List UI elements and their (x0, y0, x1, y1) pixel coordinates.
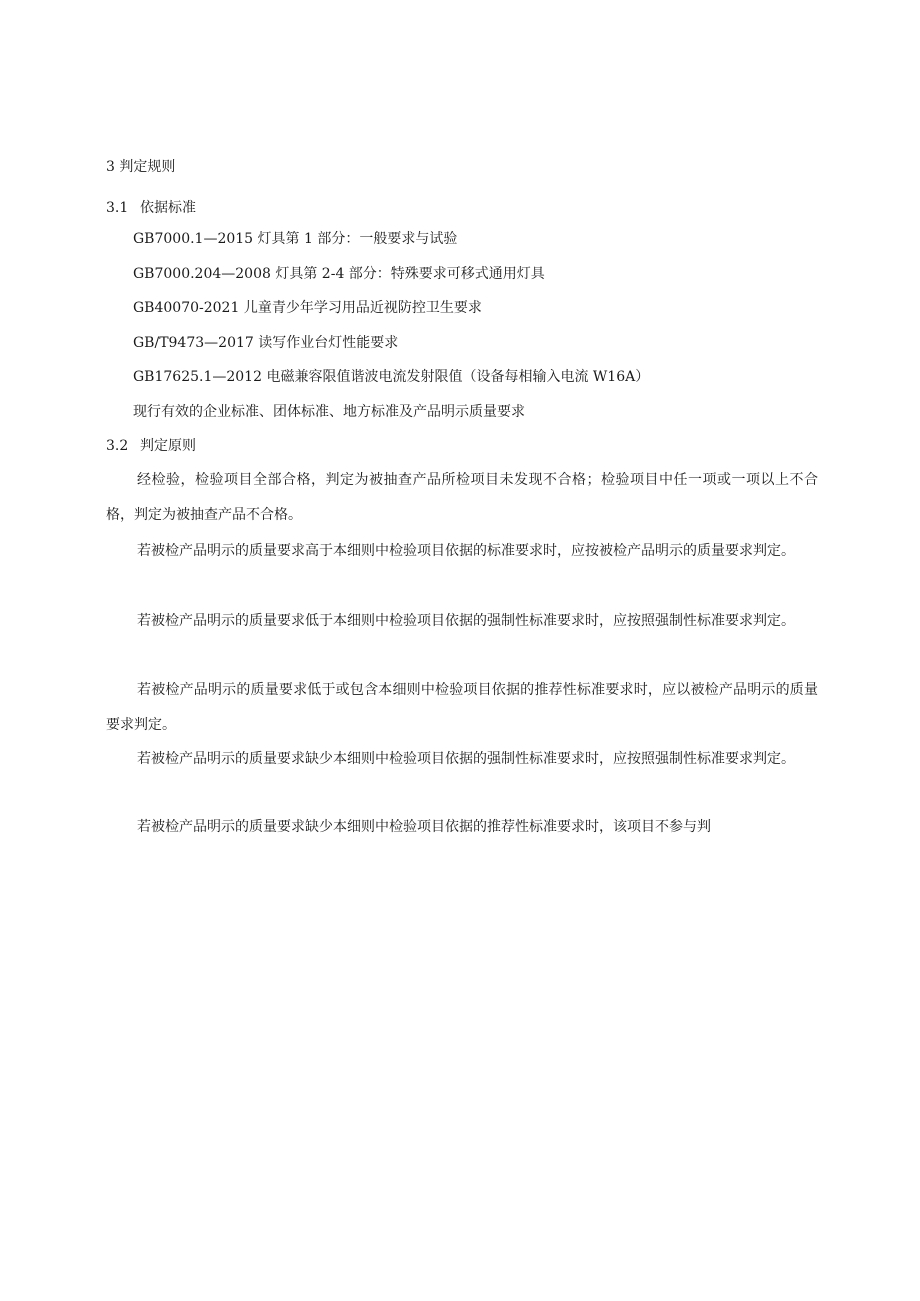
standard-item: GB7000.204—2008 灯具第 2-4 部分：特殊要求可移式通用灯具 (133, 265, 545, 282)
principle-paragraph: 若被检产品明示的质量要求低于或包含本细则中检验项目依据的推荐性标准要求时，应以被检产品明示的质量要求判定。 (106, 682, 818, 733)
principle-paragraph: 若被检产品明示的质量要求缺少本细则中检验项目依据的推荐性标准要求时，该项目不参与判 (137, 819, 711, 835)
subsection-3-1-heading (106, 198, 196, 218)
subsection-number: 3.1 (106, 200, 129, 216)
subsection-3-2-heading (106, 436, 196, 456)
section-heading: 3 判定规则 (106, 159, 176, 175)
principle-paragraph: 若被检产品明示的质量要求高于本细则中检验项目依据的标准要求时，应按被检产品明示的质量要求判定。 (137, 543, 795, 559)
standard-item: GB17625.1—2012 电磁兼容限值谐波电流发射限值（设备每相输入电流 W16A） (133, 369, 650, 385)
subsection-number: 3.2 (106, 438, 129, 454)
principle-paragraph: 经检验，检验项目全部合格，判定为被抽查产品所检项目未发现不合格；检验项目中任一项或一项以上不合格，判定为被抽查产品不合格。 (106, 472, 818, 523)
subsection-title: 判定原则 (140, 438, 196, 454)
standard-item: GB40070-2021 儿童青少年学习用品近视防控卫生要求 (133, 300, 482, 316)
principle-paragraph: 若被检产品明示的质量要求缺少本细则中检验项目依据的强制性标准要求时，应按照强制性标准要求判定。 (137, 751, 795, 767)
standard-item: 现行有效的企业标准、团体标准、地方标准及产品明示质量要求 (133, 403, 525, 420)
subsection-title: 依据标准 (140, 200, 196, 216)
standards-list (133, 229, 649, 436)
standard-item: GB/T9473—2017 读写作业台灯性能要求 (133, 334, 399, 351)
principle-paragraph: 若被检产品明示的质量要求低于本细则中检验项目依据的强制性标准要求时，应按照强制性标准要求判定。 (137, 613, 795, 629)
standard-item: GB7000.1—2015 灯具第 1 部分：一般要求与试验 (133, 231, 458, 247)
